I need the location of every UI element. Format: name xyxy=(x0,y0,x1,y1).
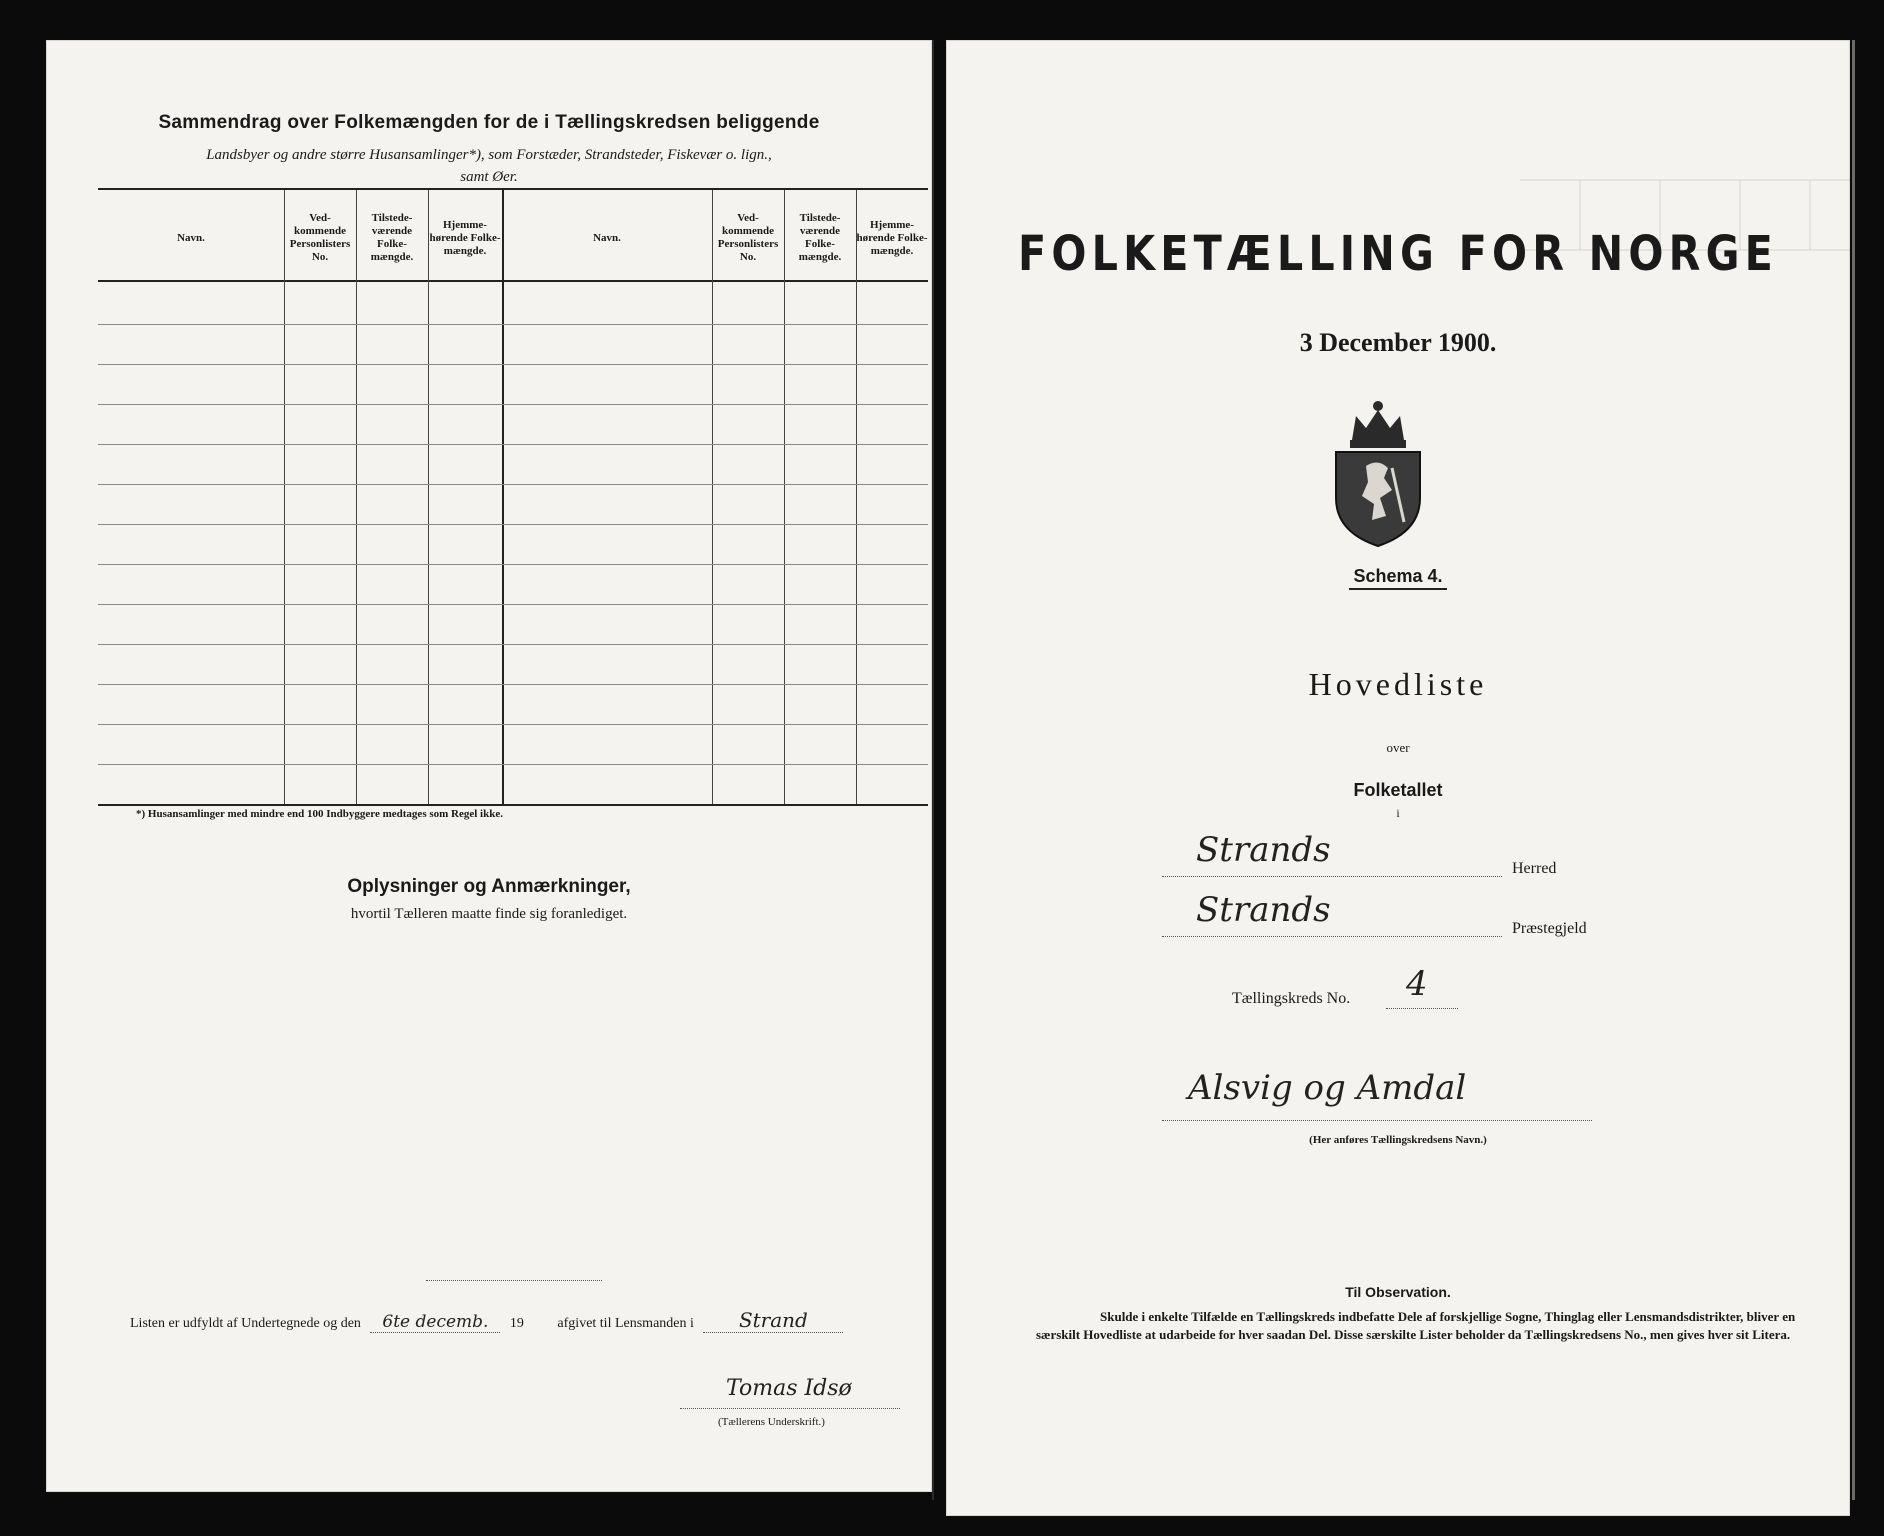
signature-caption: (Tællerens Underskrift.) xyxy=(718,1416,825,1428)
column-divider xyxy=(856,190,857,804)
col-header-navn-2: Navn. xyxy=(593,231,621,244)
table-row xyxy=(98,724,928,725)
census-title: FOLKETÆLLING FOR NORGE xyxy=(1018,226,1778,282)
summary-subtitle-line1: Landsbyer og andre større Husansamlinger*), som Forstæder, Strandsteder, Fiskevær o. lign., xyxy=(206,147,772,163)
table-row xyxy=(98,764,928,765)
table-row xyxy=(98,684,928,685)
table-row xyxy=(98,484,928,485)
census-date: 3 December 1900. xyxy=(1299,328,1497,357)
completion-prefix: Listen er udfyldt af Undertegnede og den xyxy=(130,1316,361,1331)
table-row xyxy=(98,444,928,445)
over-text: over xyxy=(1386,740,1410,755)
notes-subheading: hvortil Tælleren maatte finde sig foranlediget. xyxy=(350,906,628,922)
herred-label: Herred xyxy=(1512,860,1557,877)
table-row xyxy=(98,604,928,605)
notes-heading: Oplysninger og Anmærkninger, xyxy=(347,876,631,897)
signature-line xyxy=(680,1408,900,1409)
kreds-label: Tællingskreds No. xyxy=(1232,990,1351,1007)
col-header-personlister-2: Ved-kommende Personlisters No. xyxy=(717,212,779,263)
summary-subtitle xyxy=(46,144,932,188)
main-list-title: Hovedliste xyxy=(1308,666,1488,702)
summary-table xyxy=(98,188,928,806)
kreds-line xyxy=(1386,1008,1458,1009)
column-divider xyxy=(284,190,285,804)
column-divider xyxy=(712,190,713,804)
kreds-name-line xyxy=(1162,1120,1592,1121)
schema-label xyxy=(946,566,1850,587)
right-page xyxy=(946,40,1850,1516)
kreds-value: 4 xyxy=(1406,964,1428,1004)
enumerator-signature: Tomas Idsø xyxy=(726,1376,852,1401)
summary-title: Sammendrag over Folkemængden for de i Tællingskredsen beliggende xyxy=(158,112,820,133)
col-header-tilstedevaerende-2: Tilstede-værende Folke-mængde. xyxy=(798,212,842,263)
summary-subtitle-line2: samt Øer. xyxy=(460,169,518,185)
col-header-hjemmehorende-2: Hjemme-hørende Folke-mængde. xyxy=(856,218,928,257)
table-row xyxy=(98,404,928,405)
observation-title: Til Observation. xyxy=(1345,1284,1451,1300)
col-header-personlister-1: Ved-kommende Personlisters No. xyxy=(289,212,351,263)
rule-line xyxy=(426,1280,602,1281)
herred-line xyxy=(1162,876,1502,877)
kreds-name: Alsvig og Amdal xyxy=(1188,1068,1467,1108)
population-heading: Folketallet xyxy=(1353,780,1443,800)
completion-date: 6te decemb. xyxy=(370,1312,500,1333)
norwegian-coat-of-arms-icon xyxy=(1322,398,1434,548)
left-page xyxy=(46,40,932,1492)
col-header-hjemmehorende-1: Hjemme-hørende Folke-mængde. xyxy=(429,218,501,257)
header-divider xyxy=(98,280,928,282)
column-divider xyxy=(356,190,357,804)
completion-mid: afgivet til Lensmanden i xyxy=(557,1316,694,1331)
completion-year: 19 xyxy=(509,1316,524,1331)
i-text: i xyxy=(1396,806,1400,820)
kreds-caption: (Her anføres Tællingskredsens Navn.) xyxy=(1309,1134,1487,1146)
prestegjeld-value: Strands xyxy=(1196,890,1331,930)
herred-value: Strands xyxy=(1196,830,1331,870)
column-divider-center xyxy=(502,190,504,804)
page-edge xyxy=(1852,40,1855,1500)
table-row xyxy=(98,644,928,645)
table-row xyxy=(98,524,928,525)
col-header-tilstedevaerende-1: Tilstede-værende Folke-mængde. xyxy=(370,212,414,263)
completion-place: Strand xyxy=(703,1308,843,1333)
column-divider xyxy=(784,190,785,804)
prestegjeld-line xyxy=(1162,936,1502,937)
completion-statement xyxy=(130,1308,843,1333)
observation-text: Skulde i enkelte Tilfælde en Tællingskreds indbefatte Dele af forskjellige Sogne, Thinglag eller Lensmandsdistrikter, bliver en særskilt Hovedliste at udarbeide for hver saadan Del. Disse særskilte Lister beholder da Tællingskredsens No., men gives hver sit Litera. xyxy=(1036,1309,1796,1342)
col-header-navn-1: Navn. xyxy=(177,231,205,244)
schema-text: Schema 4. xyxy=(1349,566,1446,590)
table-row xyxy=(98,564,928,565)
prestegjeld-label: Præstegjeld xyxy=(1512,920,1587,937)
table-footnote: *) Husansamlinger med mindre end 100 Indbyggere medtages som Regel ikke. xyxy=(136,808,503,820)
book-spine xyxy=(932,40,934,1500)
table-row xyxy=(98,324,928,325)
table-row xyxy=(98,364,928,365)
column-divider xyxy=(428,190,429,804)
